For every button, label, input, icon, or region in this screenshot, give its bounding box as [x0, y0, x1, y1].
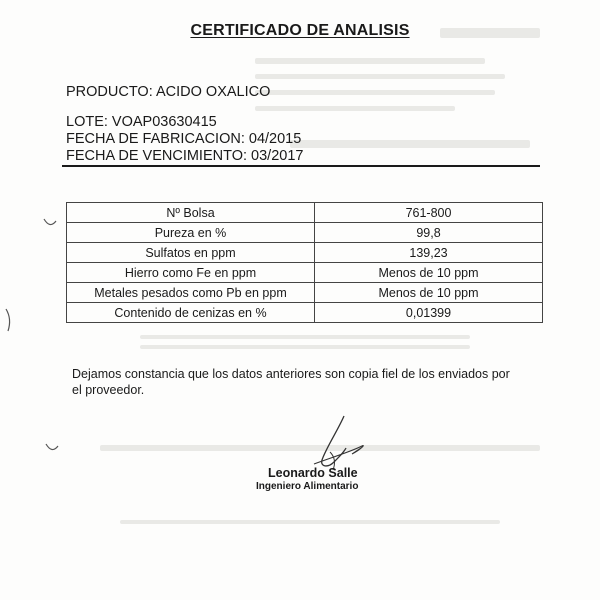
- bleed-through-mark: [255, 58, 485, 64]
- parameter-cell: Pureza en %: [67, 223, 315, 243]
- analysis-table: [66, 202, 543, 323]
- table-row: [67, 223, 543, 243]
- parameter-cell: Sulfatos en ppm: [67, 243, 315, 263]
- value-cell: 0,01399: [315, 303, 543, 323]
- certificate-title-text: CERTIFICADO DE ANALISIS: [190, 22, 410, 39]
- parameter-cell: Metales pesados como Pb en ppm: [67, 283, 315, 303]
- value-cell: 761-800: [315, 203, 543, 223]
- punch-hole-mark: [4, 305, 20, 335]
- lot-line: LOTE: VOAP03630415: [66, 114, 217, 130]
- value-cell: 139,23: [315, 243, 543, 263]
- table-row: [67, 243, 543, 263]
- value-cell: 99,8: [315, 223, 543, 243]
- table-row: [67, 203, 543, 223]
- certificate-title: [0, 22, 600, 40]
- value-cell: Menos de 10 ppm: [315, 283, 543, 303]
- bleed-through-mark: [255, 90, 495, 95]
- punch-hole-mark: [40, 215, 60, 235]
- product-line: PRODUCTO: ACIDO OXALICO: [66, 84, 271, 100]
- bleed-through-mark: [120, 520, 500, 524]
- bleed-through-mark: [140, 335, 470, 339]
- bleed-through-mark: [140, 345, 470, 349]
- table-row: [67, 283, 543, 303]
- parameter-cell: Contenido de cenizas en %: [67, 303, 315, 323]
- signatory-role: Ingeniero Alimentario: [256, 481, 359, 492]
- value-cell: Menos de 10 ppm: [315, 263, 543, 283]
- table-row: [67, 263, 543, 283]
- manufacture-date-line: FECHA DE FABRICACION: 04/2015: [66, 131, 302, 147]
- header-divider: [62, 165, 540, 167]
- parameter-cell: Nº Bolsa: [67, 203, 315, 223]
- parameter-cell: Hierro como Fe en ppm: [67, 263, 315, 283]
- table-row: [67, 303, 543, 323]
- bleed-through-mark: [290, 140, 530, 148]
- bleed-through-mark: [255, 106, 455, 111]
- statement-paragraph: Dejamos constancia que los datos anteriores son copia fiel de los enviados por el proveedor.: [72, 367, 510, 397]
- punch-hole-mark: [42, 440, 62, 460]
- bleed-through-mark: [255, 74, 505, 79]
- signatory-name: Leonardo Salle: [268, 466, 358, 480]
- expiry-date-line: FECHA DE VENCIMIENTO: 03/2017: [66, 148, 304, 164]
- signatory-block: [256, 466, 386, 492]
